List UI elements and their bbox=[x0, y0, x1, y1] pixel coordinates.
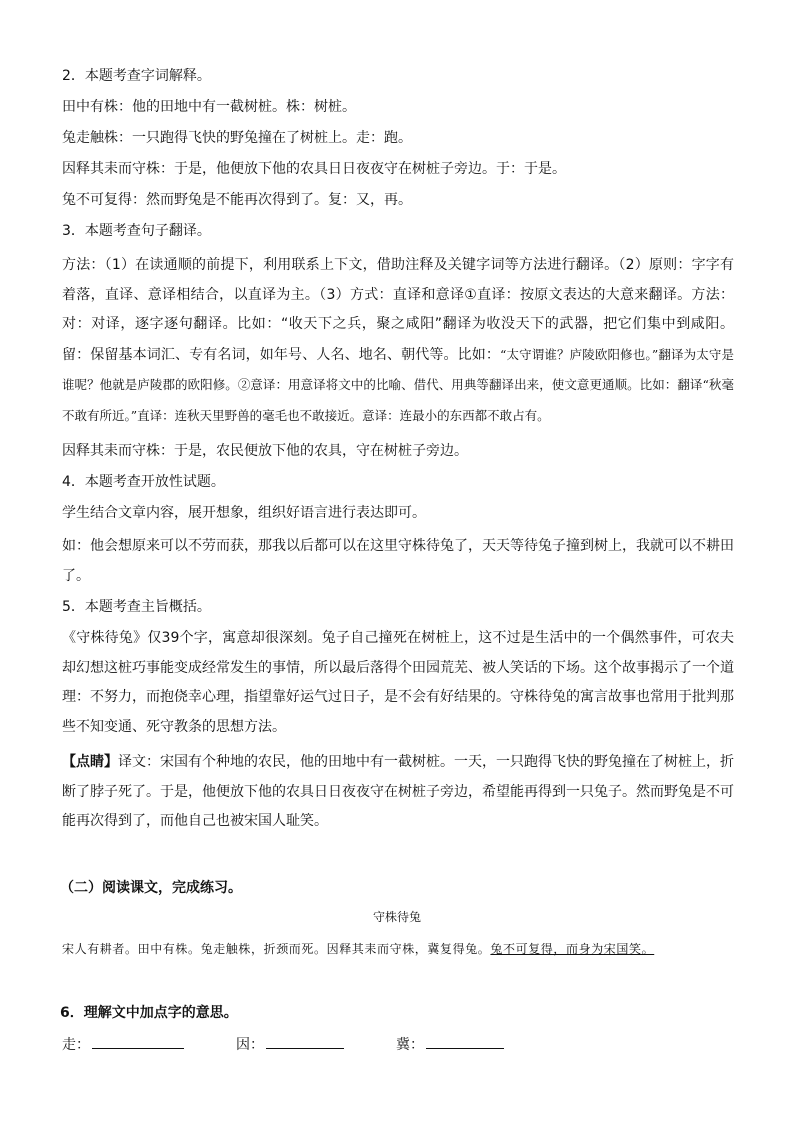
section-2-line-1: 田中有株：他的田地中有一截树桩。株：树桩。 bbox=[62, 99, 356, 115]
passage-underlined: 兔不可复得，而身为宋国笑。 bbox=[490, 942, 655, 956]
method-quote: “太守谓谁？庐陵欧阳修也。” bbox=[500, 346, 659, 362]
section-3-heading: 3．本题考查句子翻译。 bbox=[62, 223, 211, 239]
method-text: 方法：（1）在读通顺的前提下，利用联系上下文，借助注释及关键字词等方法进行翻译。（2）原则：字字有着落，直译、意译相结合，以直译为主。（3）方式：直译和意译①直译：按原文表达的大意来翻译。方法：对：对译，逐字逐句翻译。比如：“收天下之兵，聚之咸阳”翻译为收没天下的武器，把它们集中到咸阳。留：保留基本词汇、专有名词，如年号、人名、地名、朝代等。比如： bbox=[62, 257, 734, 363]
passage-title: 守株待兔 bbox=[372, 910, 421, 924]
answer-field-ji bbox=[396, 1034, 504, 1054]
method-quote-2: “秋毫不敢有所近。”直译：连秋天里野兽的毫毛也不敢接近。意译：连最小的东西都不敢占有。 bbox=[62, 377, 734, 423]
passage-plain: 宋人有耕者。田中有株。兔走触株，折颈而死。因释其耒而守株，冀复得兔。 bbox=[62, 942, 491, 956]
answer-blank-zou[interactable] bbox=[92, 1034, 184, 1049]
answer-blank-yin[interactable] bbox=[266, 1034, 344, 1049]
section-2-line-3: 因释其耒而守株：于是，他便放下他的农具日日夜夜守在树桩子旁边。于：于是。 bbox=[62, 161, 566, 177]
answer-blank-ji[interactable] bbox=[426, 1034, 504, 1049]
section-5-paragraph: 《守株待兔》仅39个字，寓意却很深刻。兔子自己撞死在树桩上，这不过是生活中的一个偶然事件，可农夫却幻想这桩巧事能变成经常发生的事情，所以最后落得个田园荒芜、被人笑话的下场。这个故事揭示了一个道理：不努力，而抱侥幸心理，指望靠好运气过日子，是不会有好结果的。守株待兔的寓言故事也常用于批判那些不知变通、死守教条的思想方法。 bbox=[62, 630, 734, 735]
passage-text bbox=[62, 940, 754, 957]
section-5-heading: 5．本题考查主旨概括。 bbox=[62, 599, 211, 615]
section-2-line-4: 兔不可复得：然而野兔是不能再次得到了。复：又，再。 bbox=[62, 192, 412, 208]
dianjing-paragraph bbox=[62, 748, 734, 837]
section-4-heading: 4．本题考查开放性试题。 bbox=[62, 474, 225, 490]
section-3-method-paragraph bbox=[62, 251, 734, 431]
section-3-answer: 因释其耒而守株：于是，农民便放下他的农具，守在树桩子旁边。 bbox=[62, 443, 468, 459]
section-4-line-1: 学生结合文章内容，展开想象，组织好语言进行表达即可。 bbox=[62, 505, 426, 521]
dianjing-label: 【点睛】 bbox=[62, 754, 118, 770]
answer-field-zou bbox=[62, 1034, 184, 1054]
section-2-line-2: 兔走触株：一只跑得飞快的野兔撞在了树桩上。走：跑。 bbox=[62, 130, 412, 146]
dianjing-text: 译文：宋国有个种地的农民，他的田地中有一截树桩。一天，一只跑得飞快的野兔撞在了树桩上，折断了脖子死了。于是，他便放下他的农具日日夜夜守在树桩子旁边，希望能再得到一只兔子。然而野兔是不可能再次得到了，而他自己也被宋国人耻笑。 bbox=[62, 754, 734, 829]
answer-label-yin: 因： bbox=[236, 1037, 264, 1053]
section-2-heading: 2．本题考查字词解释。 bbox=[62, 68, 211, 84]
method-tail: 翻译为太守是谁呢？他就是庐陵郡的欧阳修。②意译：用意译将文中的比喻、借代、用典等翻译出来，使文意更通顺。比如：翻译 bbox=[62, 346, 734, 392]
answer-field-yin bbox=[236, 1034, 344, 1054]
section-4-example: 如：他会想原来可以不劳而获，那我以后都可以在这里守株待兔了，天天等待兔子撞到树上，我就可以不耕田了。 bbox=[62, 538, 734, 584]
part-2-heading: （二）阅读课文，完成练习。 bbox=[60, 880, 242, 896]
answer-label-zou: 走： bbox=[62, 1037, 90, 1053]
answer-label-ji: 冀： bbox=[396, 1037, 424, 1053]
question-6-heading: 6．理解文中加点字的意思。 bbox=[60, 1005, 238, 1021]
